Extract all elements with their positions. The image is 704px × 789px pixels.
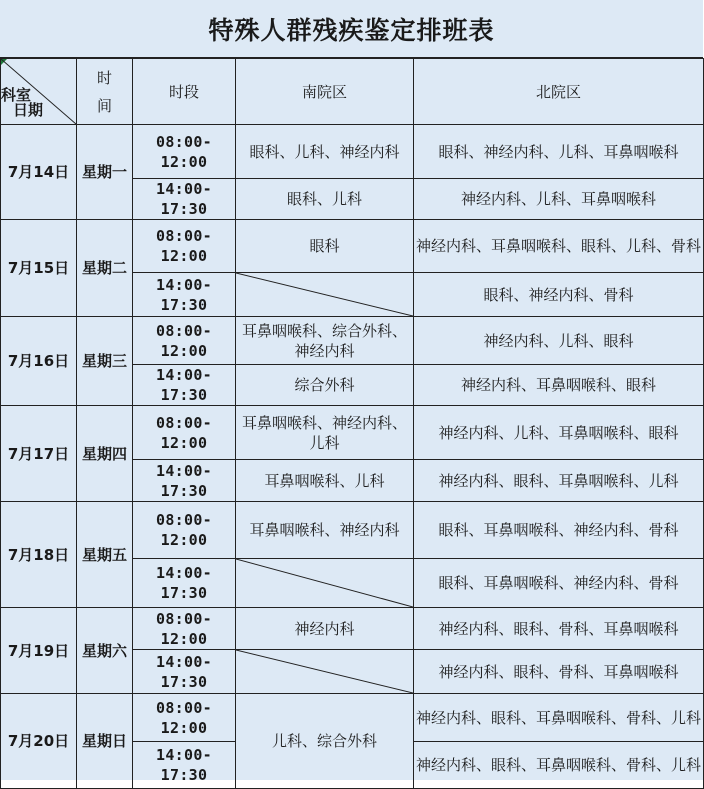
table-row bbox=[1, 608, 704, 650]
time-slot-cell: 08:00-12:00 bbox=[133, 220, 236, 273]
header-time bbox=[77, 59, 133, 125]
header-north-campus: 北院区 bbox=[414, 59, 704, 125]
table-row bbox=[1, 694, 704, 742]
header-period: 时段 bbox=[133, 59, 236, 125]
weekday-cell: 星期二 bbox=[77, 220, 133, 317]
north-campus-cell: 神经内科、眼科、骨科、耳鼻咽喉科 bbox=[414, 608, 704, 650]
time-slot-cell: 08:00-12:00 bbox=[133, 608, 236, 650]
time-slot-cell: 08:00-12:00 bbox=[133, 406, 236, 460]
time-slot-cell: 14:00-17:30 bbox=[133, 559, 236, 608]
page-title: 特殊人群残疾鉴定排班表 bbox=[0, 0, 703, 58]
empty-diagonal-line bbox=[236, 650, 413, 693]
time-slot-cell: 08:00-12:00 bbox=[133, 502, 236, 559]
empty-diagonal-line bbox=[236, 273, 413, 316]
north-campus-cell: 眼科、耳鼻咽喉科、神经内科、骨科 bbox=[414, 559, 704, 608]
south-campus-empty-cell bbox=[236, 650, 414, 694]
table-row bbox=[1, 220, 704, 273]
table-row bbox=[1, 125, 704, 179]
time-slot-cell: 14:00-17:30 bbox=[133, 460, 236, 502]
south-campus-cell: 耳鼻咽喉科、神经内科 bbox=[236, 502, 414, 559]
south-campus-cell: 耳鼻咽喉科、综合外科、神经内科 bbox=[236, 317, 414, 365]
corner-header-cell bbox=[1, 59, 77, 125]
south-campus-cell: 耳鼻咽喉科、儿科 bbox=[236, 460, 414, 502]
north-campus-cell: 神经内科、眼科、骨科、耳鼻咽喉科 bbox=[414, 650, 704, 694]
time-slot-cell: 14:00-17:30 bbox=[133, 179, 236, 220]
time-slot-cell: 08:00-12:00 bbox=[133, 317, 236, 365]
weekday-cell: 星期四 bbox=[77, 406, 133, 502]
north-campus-cell: 神经内科、眼科、耳鼻咽喉科、骨科、儿科 bbox=[414, 694, 704, 742]
north-campus-cell: 神经内科、儿科、眼科 bbox=[414, 317, 704, 365]
date-cell: 7月16日 bbox=[1, 317, 77, 406]
table-row bbox=[1, 406, 704, 460]
north-campus-cell: 眼科、神经内科、儿科、耳鼻咽喉科 bbox=[414, 125, 704, 179]
weekday-cell: 星期六 bbox=[77, 608, 133, 694]
south-campus-cell: 眼科、儿科、神经内科 bbox=[236, 125, 414, 179]
date-cell: 7月14日 bbox=[1, 125, 77, 220]
weekday-cell: 星期三 bbox=[77, 317, 133, 406]
time-slot-cell: 08:00-12:00 bbox=[133, 694, 236, 742]
south-campus-cell: 眼科、儿科 bbox=[236, 179, 414, 220]
south-campus-cell: 眼科 bbox=[236, 220, 414, 273]
time-slot-cell: 14:00-17:30 bbox=[133, 273, 236, 317]
header-row bbox=[1, 59, 704, 125]
weekday-cell: 星期日 bbox=[77, 694, 133, 789]
header-time-label: 时间 bbox=[96, 68, 112, 115]
north-campus-cell: 眼科、耳鼻咽喉科、神经内科、骨科 bbox=[414, 502, 704, 559]
empty-diagonal-line bbox=[236, 559, 413, 607]
south-campus-empty-cell bbox=[236, 273, 414, 317]
corner-label-department: 科室 bbox=[1, 86, 32, 104]
north-campus-cell: 神经内科、眼科、耳鼻咽喉科、骨科、儿科 bbox=[414, 742, 704, 789]
weekday-cell: 星期一 bbox=[77, 125, 133, 220]
table-row bbox=[1, 502, 704, 559]
south-campus-cell: 神经内科 bbox=[236, 608, 414, 650]
date-cell: 7月19日 bbox=[1, 608, 77, 694]
corner-label-date: 日期 bbox=[13, 101, 44, 119]
date-cell: 7月18日 bbox=[1, 502, 77, 608]
time-slot-cell: 14:00-17:30 bbox=[133, 742, 236, 789]
north-campus-cell: 神经内科、耳鼻咽喉科、眼科 bbox=[414, 365, 704, 406]
north-campus-cell: 神经内科、眼科、耳鼻咽喉科、儿科 bbox=[414, 460, 704, 502]
time-slot-cell: 08:00-12:00 bbox=[133, 125, 236, 179]
date-cell: 7月15日 bbox=[1, 220, 77, 317]
schedule-table bbox=[0, 58, 704, 789]
south-campus-empty-cell bbox=[236, 559, 414, 608]
time-slot-cell: 14:00-17:30 bbox=[133, 650, 236, 694]
north-campus-cell: 神经内科、儿科、耳鼻咽喉科 bbox=[414, 179, 704, 220]
table-row bbox=[1, 317, 704, 365]
date-cell: 7月17日 bbox=[1, 406, 77, 502]
south-campus-cell: 耳鼻咽喉科、神经内科、儿科 bbox=[236, 406, 414, 460]
date-cell: 7月20日 bbox=[1, 694, 77, 789]
north-campus-cell: 神经内科、耳鼻咽喉科、眼科、儿科、骨科 bbox=[414, 220, 704, 273]
time-slot-cell: 14:00-17:30 bbox=[133, 365, 236, 406]
south-campus-cell: 儿科、综合外科 bbox=[236, 694, 414, 789]
weekday-cell: 星期五 bbox=[77, 502, 133, 608]
north-campus-cell: 神经内科、儿科、耳鼻咽喉科、眼科 bbox=[414, 406, 704, 460]
schedule-body bbox=[1, 59, 704, 789]
north-campus-cell: 眼科、神经内科、骨科 bbox=[414, 273, 704, 317]
header-south-campus: 南院区 bbox=[236, 59, 414, 125]
south-campus-cell: 综合外科 bbox=[236, 365, 414, 406]
